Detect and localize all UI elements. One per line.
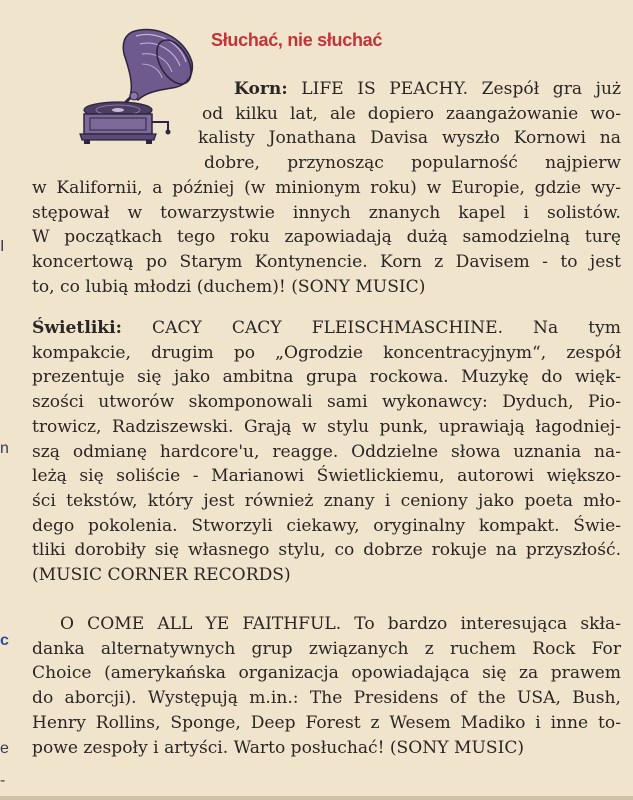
review-line: kalisty Jonathana Davisa wyszło Kornowi na bbox=[198, 128, 621, 149]
review-line: stępował w towarzystwie innych znanych kapel i solistów. bbox=[32, 202, 621, 223]
review-line: (MUSIC CORNER RECORDS) bbox=[32, 565, 291, 586]
section-title: Słuchać, nie słuchać bbox=[211, 30, 383, 50]
band-name: Korn: bbox=[234, 79, 288, 99]
review-line: O COME ALL YE FAITHFUL. To bardzo interesująca skła- bbox=[60, 614, 621, 634]
review-line: to, co lubią młodzi (duchem)! (SONY MUSIC) bbox=[32, 276, 426, 297]
review-line: powe zespoły i artyści. Warto posłuchać! (SONY MUSIC) bbox=[32, 737, 525, 758]
band-name: Świetliki: bbox=[32, 318, 122, 338]
review-line: szości utworów skomponowali sami wykonawcy: Dyduch, Pio- bbox=[32, 392, 621, 413]
review-line: do aborcji). Występują m.in.: The Presidens of the USA, Bush, bbox=[32, 688, 621, 709]
gutter-fragment-5: - bbox=[0, 772, 6, 789]
review-line: prezentuje się jako ambitna grupa rockowa. Muzykę do więk- bbox=[32, 367, 621, 388]
review-line: w Kalifornii, a później (w minionym roku) w Europie, gdzie wy- bbox=[32, 177, 621, 198]
review-line: od kilku lat, ale dopiero zaangażowanie wo- bbox=[202, 103, 621, 124]
review-line: Henry Rollins, Sponge, Deep Forest z Wesem Madiko i inne to- bbox=[32, 712, 621, 733]
gutter-fragment-1: I bbox=[0, 238, 5, 255]
page-bottom-edge bbox=[0, 796, 633, 800]
review-swietliki bbox=[32, 316, 621, 588]
review-line: trowicz, Radziszewski. Grają w stylu punk, uprawiają łagodniej- bbox=[32, 416, 621, 437]
review-line: Świetliki: CACY CACY FLEISCHMASCHINE. Na tym bbox=[32, 318, 621, 338]
review-line: Korn: LIFE IS PEACHY. Zespół gra już bbox=[234, 79, 621, 99]
review-line: dego pokolenia. Stworzyli ciekawy, oryginalny kompakt. Świe- bbox=[32, 515, 621, 536]
review-line: kompakcie, drugim po „Ogrodzie koncentracyjnym“, zespół bbox=[32, 342, 621, 363]
review-compilation bbox=[32, 612, 621, 760]
review-line: koncertową po Starym Kontynencie. Korn z Davisem - to jest bbox=[32, 251, 621, 272]
review-line: leżą się soliście - Marianowi Świetlickiemu, autorowi większo- bbox=[32, 466, 621, 487]
review-line: danka alternatywnych grup związanych z ruchem Rock For bbox=[32, 638, 621, 659]
review-line: szą odmianę hardcore'u, reagge. Oddzielne słowa uznania na- bbox=[32, 441, 621, 462]
gutter-fragment-3: c bbox=[0, 632, 9, 649]
gutter-fragment-2: n bbox=[0, 440, 9, 457]
review-line: tliki dorobiły się własnego stylu, co dobrze rokuje na przyszłość. bbox=[32, 540, 621, 561]
review-line: W początkach tego roku zapowiadają dużą samodzielną turę bbox=[32, 227, 621, 248]
review-line: Choice (amerykańska organizacja opowiadająca się za prawem bbox=[32, 663, 621, 684]
review-line: ści tekstów, który jest również znany i ceniony jako poeta mło- bbox=[32, 490, 621, 511]
review-korn bbox=[32, 77, 621, 299]
review-line: dobre, przynosząc popularność najpierw bbox=[204, 153, 621, 174]
gutter-fragment-4: e bbox=[0, 740, 9, 757]
